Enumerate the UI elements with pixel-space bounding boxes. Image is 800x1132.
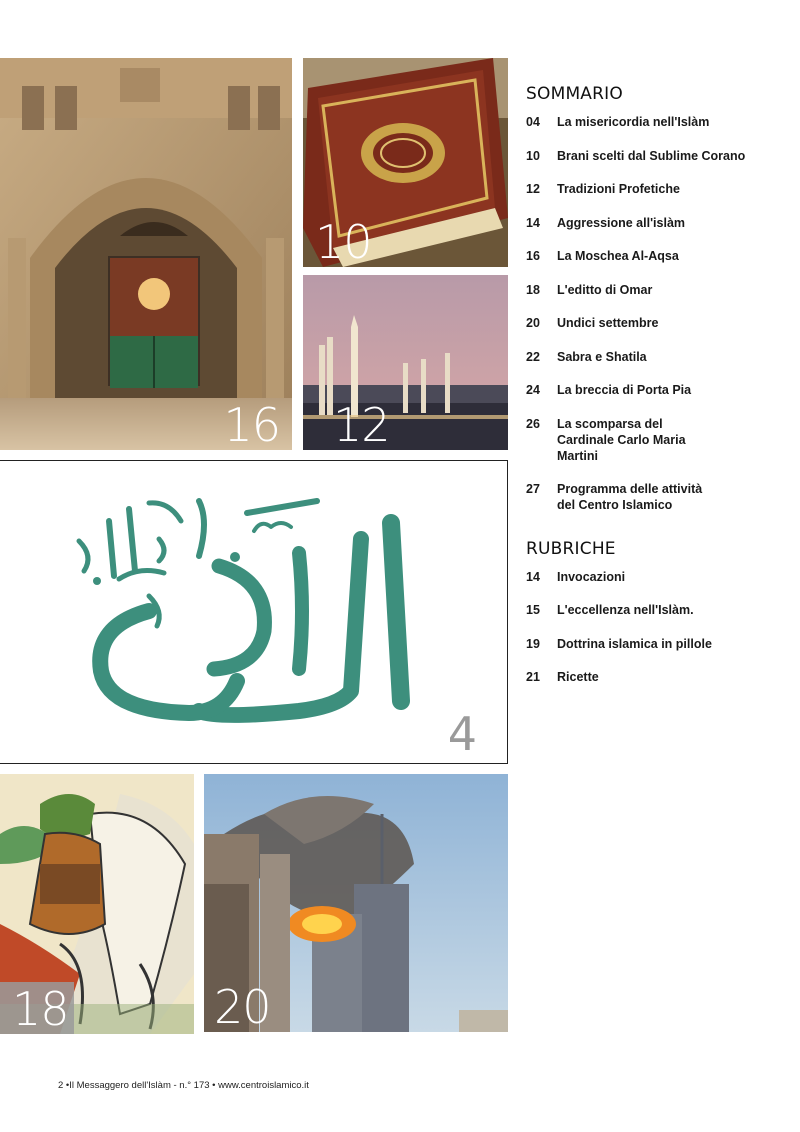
sommario-list bbox=[526, 114, 796, 513]
toc-item[interactable]: 14 Aggressione all'islàm bbox=[526, 215, 686, 230]
page-label-16: 16 bbox=[223, 398, 280, 450]
page-label-20: 20 bbox=[214, 980, 271, 1032]
rubriche-heading: RUBRICHE bbox=[526, 538, 616, 559]
page-label-4: 4 bbox=[447, 707, 477, 761]
toc-item[interactable]: 16 La Moschea Al-Aqsa bbox=[526, 249, 679, 263]
toc-item[interactable]: 04 La misericordia nell'Islàm bbox=[526, 115, 710, 129]
page-footer: 2 •Il Messaggero dell'Islàm - n.° 173 • www.centroislamico.it bbox=[58, 1080, 309, 1091]
toc-item[interactable]: 26 La scomparsa del Cardinale Carlo Maria Martini bbox=[526, 416, 686, 463]
page-label-10: 10 bbox=[315, 215, 372, 267]
photo-horseman bbox=[0, 774, 194, 1034]
toc-item[interactable]: 19 Dottrina islamica in pillole bbox=[526, 636, 712, 651]
page-label-18: 18 bbox=[12, 982, 69, 1034]
toc-item[interactable]: 24 La breccia di Porta Pia bbox=[526, 383, 692, 397]
toc-item[interactable]: 27 Programma delle attività del Centro Islamico bbox=[526, 481, 703, 512]
photo-twin-towers bbox=[204, 774, 508, 1032]
table-of-contents bbox=[526, 84, 796, 703]
arabic-calligraphy-ar-rahman bbox=[0, 461, 509, 765]
toc-item[interactable]: 14 Invocazioni bbox=[526, 569, 626, 584]
photo-mosque-door bbox=[0, 58, 292, 450]
toc-item[interactable]: 10 Brani scelti dal Sublime Corano bbox=[526, 148, 746, 163]
photo-quran bbox=[303, 58, 508, 267]
rubriche-list bbox=[526, 569, 796, 686]
toc-item[interactable]: 20 Undici settembre bbox=[526, 316, 659, 330]
toc-item[interactable]: 15 L'eccellenza nell'Islàm. bbox=[526, 603, 694, 617]
toc-item[interactable]: 22 Sabra e Shatila bbox=[526, 349, 647, 364]
page-label-12: 12 bbox=[333, 398, 390, 450]
toc-item[interactable]: 18 L'editto di Omar bbox=[526, 282, 653, 297]
photo-mecca bbox=[303, 275, 508, 450]
toc-item[interactable]: 21 Ricette bbox=[526, 670, 599, 684]
toc-item[interactable]: 12 Tradizioni Profetiche bbox=[526, 182, 680, 196]
sommario-heading: SOMMARIO bbox=[526, 84, 623, 104]
calligraphy-panel bbox=[0, 460, 508, 764]
